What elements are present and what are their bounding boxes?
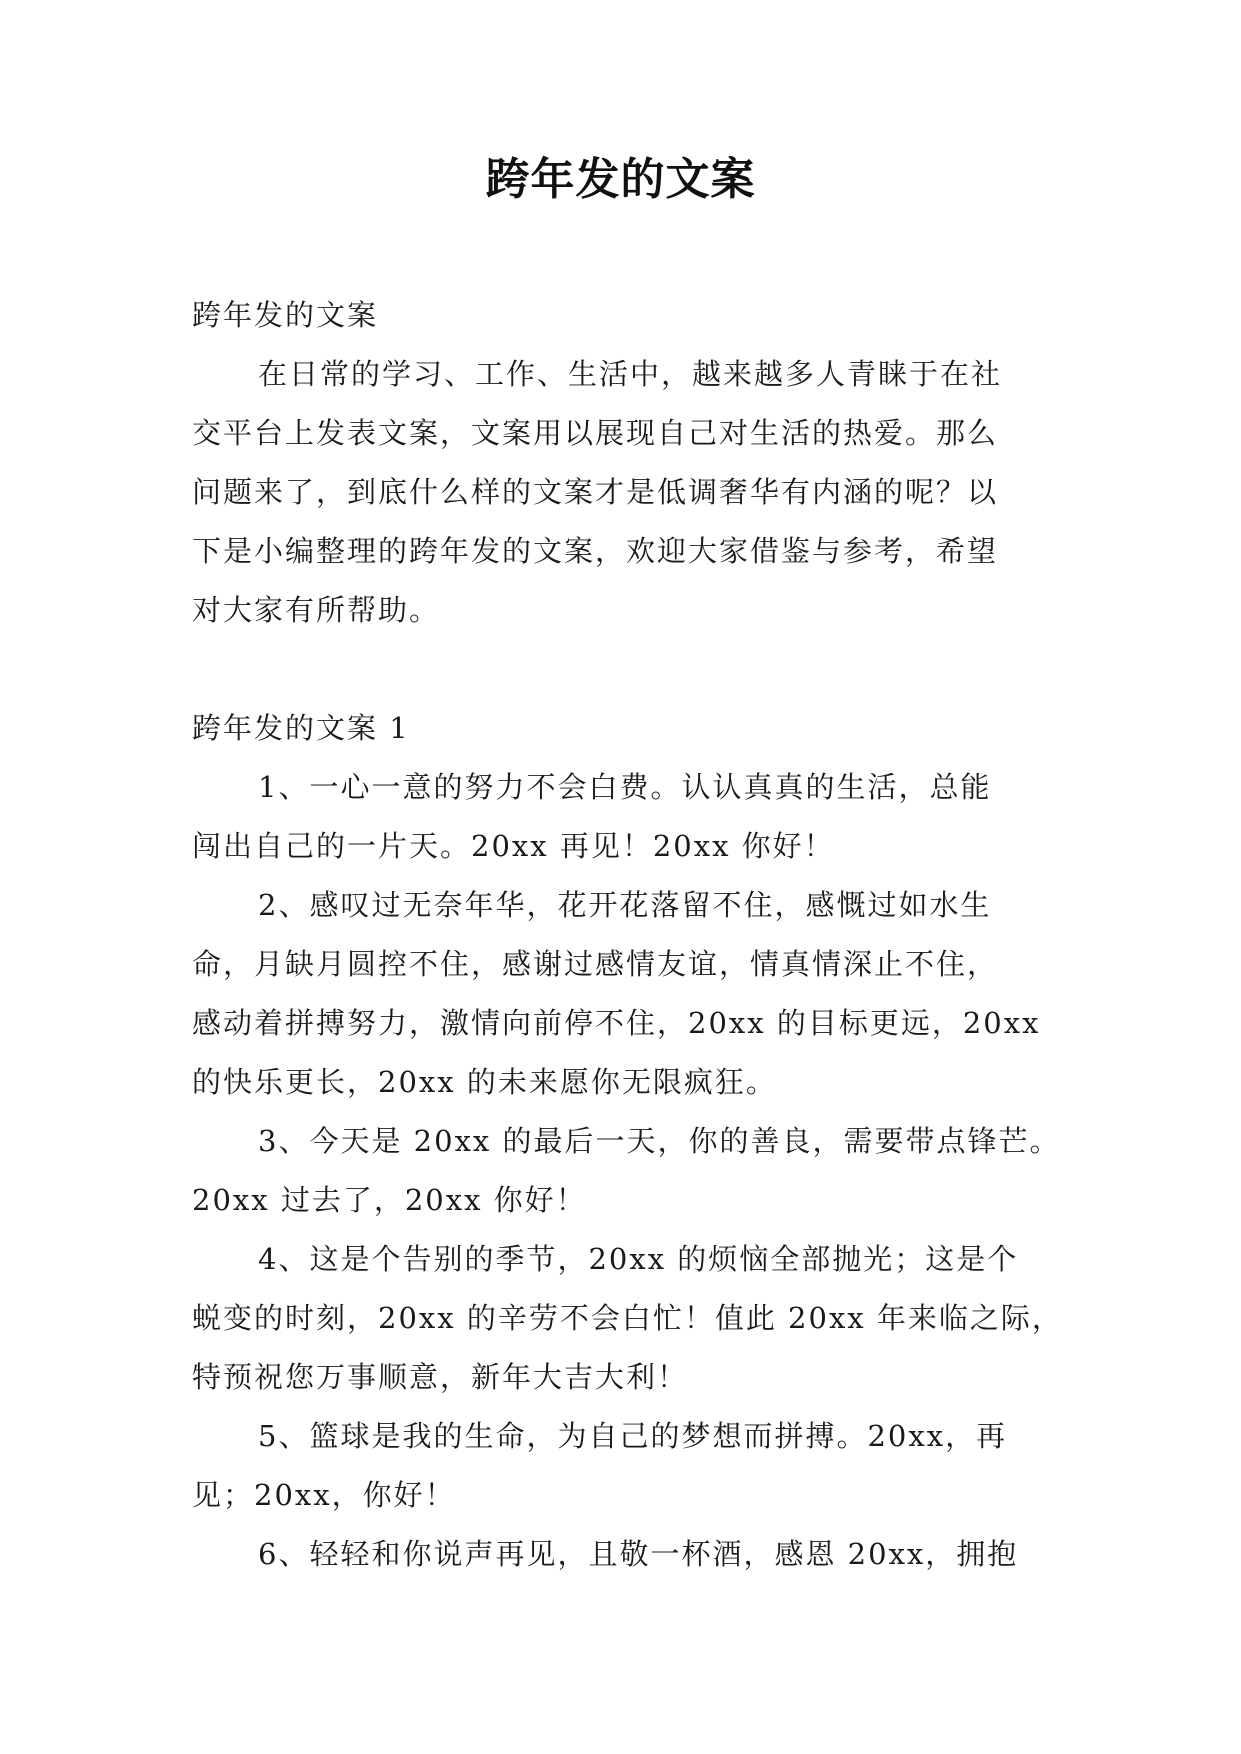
paragraph-spacer: [192, 640, 1062, 699]
section-heading: 跨年发的文案 1: [192, 711, 410, 745]
intro-paragraph: [192, 345, 1062, 640]
list-item: [192, 1407, 1062, 1525]
item-line: 1、一心一意的努力不会白费。认认真真的生活，总能: [258, 770, 992, 804]
item-line: 感动着拼搏努力，激情向前停不住，20xx 的目标更远，20xx: [192, 1006, 1041, 1040]
item-line: 的快乐更长，20xx 的未来愿你无限疯狂。: [192, 1065, 777, 1099]
intro-line: 在日常的学习、工作、生活中，越来越多人青睐于在社: [258, 357, 1003, 391]
item-line: 20xx 过去了，20xx 你好！: [192, 1183, 587, 1217]
document-title: 跨年发的文案: [485, 154, 756, 205]
item-line: 见；20xx，你好！: [192, 1478, 456, 1512]
item-line: 命，月缺月圆控不住，感谢过感情友谊，情真情深止不住，: [192, 947, 999, 981]
item-line: 5、篮球是我的生命，为自己的梦想而拼搏。20xx，再: [258, 1419, 1008, 1453]
document-body: [192, 286, 1062, 1584]
list-item: [192, 758, 1062, 876]
intro-line: 下是小编整理的跨年发的文案，欢迎大家借鉴与参考，希望: [192, 534, 999, 568]
item-line: 特预祝您万事顺意，新年大吉大利！: [192, 1360, 689, 1394]
intro-line: 问题来了，到底什么样的文案才是低调奢华有内涵的呢？以: [192, 475, 999, 509]
item-line: 2、感叹过无奈年华，花开花落留不住，感慨过如水生: [258, 888, 992, 922]
item-line: 3、今天是 20xx 的最后一天，你的善良，需要带点锋芒。: [258, 1124, 1061, 1158]
item-line: 蜕变的时刻，20xx 的辛劳不会白忙！值此 20xx 年来临之际，: [192, 1301, 1063, 1335]
list-item: [192, 1230, 1062, 1407]
item-line: 6、轻轻和你说声再见，且敬一杯酒，感恩 20xx，拥抱: [258, 1537, 1019, 1571]
item-line: 闯出自己的一片天。20xx 再见！20xx 你好！: [192, 829, 835, 863]
item-line: 4、这是个告别的季节，20xx 的烦恼全部抛光；这是个: [258, 1242, 1019, 1276]
intro-line: 交平台上发表文案，文案用以展现自己对生活的热爱。那么: [192, 416, 999, 450]
list-item: [192, 1112, 1062, 1230]
intro-line: 对大家有所帮助。: [192, 593, 441, 627]
list-item: [192, 1525, 1062, 1584]
document-subtitle: 跨年发的文案: [192, 298, 379, 332]
list-item: [192, 876, 1062, 1112]
